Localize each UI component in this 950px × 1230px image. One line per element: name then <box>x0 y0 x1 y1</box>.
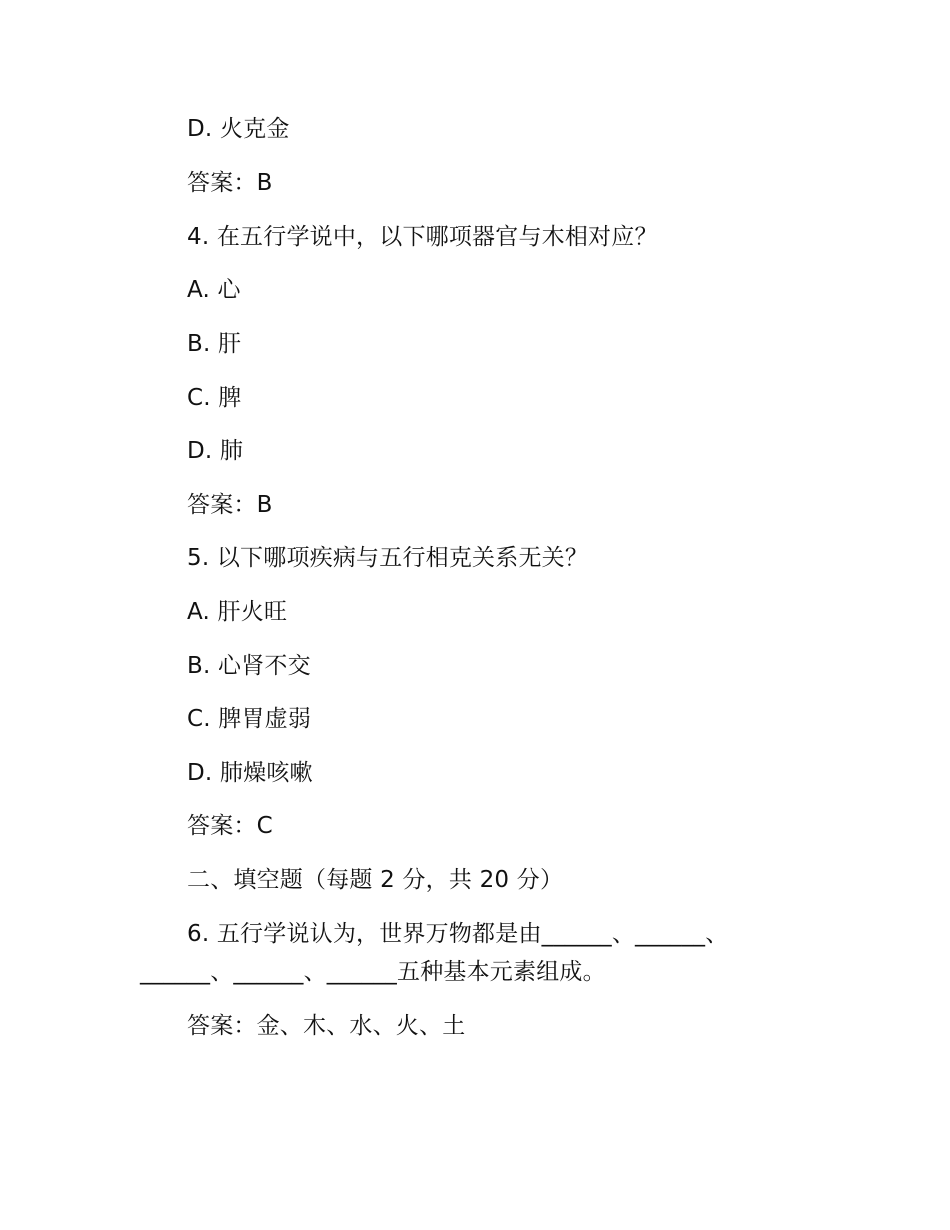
q5-option-c: C. 脾胃虚弱 <box>187 706 312 732</box>
q5-question: 5. 以下哪项疾病与五行相克关系无关？ <box>187 545 589 571</box>
q3-answer: 答案：B <box>187 170 273 196</box>
q5-option-b: B. 心肾不交 <box>187 653 311 679</box>
q5-option-a: A. 肝火旺 <box>187 599 288 625</box>
q5-option-d: D. 肺燥咳嗽 <box>187 760 313 786</box>
q6-question: 6. 五行学说认为，世界万物都是由______、______、______、______、______五种基本元素组成。 <box>140 921 729 985</box>
q6-answer: 答案：金、木、水、火、土 <box>187 1013 466 1039</box>
section-heading: 二、填空题（每题 2 分，共 20 分） <box>187 867 564 893</box>
q4-option-d: D. 肺 <box>187 438 244 464</box>
q3-option-d: D. 火克金 <box>187 116 290 142</box>
q4-option-c: C. 脾 <box>187 385 242 411</box>
q5-answer: 答案：C <box>187 813 273 839</box>
q4-option-b: B. 肝 <box>187 331 242 357</box>
q4-question: 4. 在五行学说中，以下哪项器官与木相对应？ <box>187 224 658 250</box>
q4-option-a: A. 心 <box>187 277 241 303</box>
q4-answer: 答案：B <box>187 492 273 518</box>
